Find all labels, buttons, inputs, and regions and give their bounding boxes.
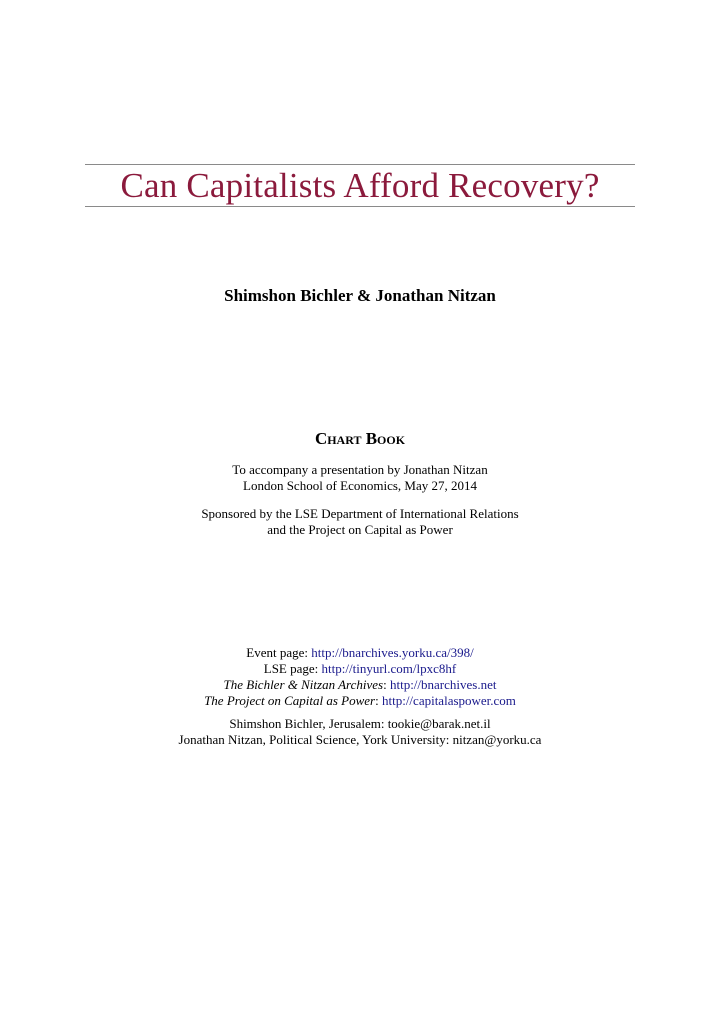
- project-link[interactable]: http://capitalaspower.com: [381, 693, 516, 708]
- links-block: [0, 645, 720, 709]
- title-top-rule: [85, 164, 635, 165]
- project-label: The Project on Capital as Power: [204, 693, 376, 708]
- contacts-block: [0, 716, 720, 748]
- archives-separator: :: [383, 677, 390, 692]
- archives-link[interactable]: http://bnarchives.net: [389, 677, 497, 692]
- event-page-line: [0, 645, 720, 661]
- lse-page-line: [0, 661, 720, 677]
- event-page-label: Event page:: [246, 645, 312, 660]
- archives-label: The Bichler & Nitzan Archives: [223, 677, 384, 692]
- document-title: Can Capitalists Afford Recovery?: [120, 166, 600, 205]
- lse-page-label: LSE page:: [263, 661, 322, 676]
- archives-line: [0, 677, 720, 693]
- presentation-line: To accompany a presentation by Jonathan Nitzan: [232, 462, 488, 477]
- contact-nitzan: Jonathan Nitzan, Political Science, York University: nitzan@yorku.ca: [178, 732, 542, 747]
- chart-book-heading: Chart Book: [314, 429, 406, 448]
- project-separator: :: [375, 693, 382, 708]
- contact-bichler: Shimshon Bichler, Jerusalem: tookie@barak.net.il: [229, 716, 491, 731]
- title-bottom-rule: [85, 206, 635, 207]
- lse-page-link[interactable]: http://tinyurl.com/lpxc8hf: [321, 661, 457, 676]
- presentation-info: [0, 462, 720, 494]
- sponsor-line-1: Sponsored by the LSE Department of International Relations: [201, 506, 519, 521]
- authors: Shimshon Bichler & Jonathan Nitzan: [224, 286, 496, 305]
- sponsor-info: [0, 506, 720, 538]
- project-line: [0, 693, 720, 709]
- event-page-link[interactable]: http://bnarchives.yorku.ca/398/: [311, 645, 474, 660]
- venue-date-line: London School of Economics, May 27, 2014: [243, 478, 477, 493]
- sponsor-line-2: and the Project on Capital as Power: [267, 522, 453, 537]
